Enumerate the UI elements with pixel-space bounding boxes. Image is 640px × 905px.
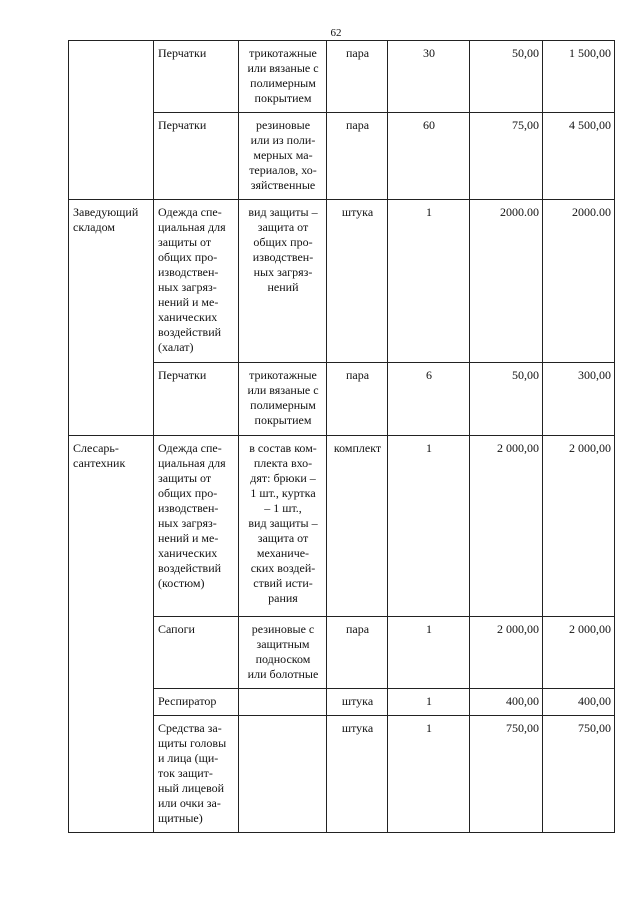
description-cell — [239, 689, 327, 716]
unit-cell: штука — [327, 200, 388, 363]
quantity-cell: 60 — [388, 113, 470, 200]
item-cell: Одежда спе- циальная для защиты от общих про- изводствен- ных загряз- нений и ме- ханических воздействий (костюм) — [154, 436, 239, 617]
unit-cell: комплект — [327, 436, 388, 617]
unit-cell: штука — [327, 689, 388, 716]
table-row — [69, 436, 615, 617]
ppe-table — [68, 40, 615, 833]
total-cell: 4 500,00 — [543, 113, 615, 200]
item-cell: Перчатки — [154, 41, 239, 113]
price-cell: 2000.00 — [470, 200, 543, 363]
description-cell: вид защиты – защита от общих про- изводствен- ных загряз- нений — [239, 200, 327, 363]
description-cell: в состав ком- плекта вхо- дят: брюки – 1 шт., куртка – 1 шт., вид защиты – защита от механиче- ских воздей- ствий исти- рания — [239, 436, 327, 617]
page-number: 62 — [330, 27, 342, 39]
unit-cell: пара — [327, 617, 388, 689]
position-cell — [69, 41, 154, 200]
position-cell: Слесарь- сантехник — [69, 436, 154, 833]
unit-cell: пара — [327, 113, 388, 200]
total-cell: 2000.00 — [543, 200, 615, 363]
quantity-cell: 6 — [388, 363, 470, 436]
table-row — [69, 200, 615, 363]
quantity-cell: 1 — [388, 716, 470, 833]
description-cell: трикотажные или вязаные с полимерным покрытием — [239, 363, 327, 436]
position-cell: Заведующий складом — [69, 200, 154, 436]
price-cell: 750,00 — [470, 716, 543, 833]
description-cell: резиновые с защитным подноском или болотные — [239, 617, 327, 689]
item-cell: Одежда спе- циальная для защиты от общих про- изводствен- ных загряз- нений и ме- ханических воздействий (халат) — [154, 200, 239, 363]
total-cell: 1 500,00 — [543, 41, 615, 113]
price-cell: 2 000,00 — [470, 617, 543, 689]
item-cell: Перчатки — [154, 363, 239, 436]
price-cell: 50,00 — [470, 41, 543, 113]
unit-cell: пара — [327, 363, 388, 436]
item-cell: Средства за- щиты головы и лица (щи- ток защит- ный лицевой или очки за- щитные) — [154, 716, 239, 833]
table-row — [69, 41, 615, 113]
item-cell: Перчатки — [154, 113, 239, 200]
total-cell: 750,00 — [543, 716, 615, 833]
price-cell: 50,00 — [470, 363, 543, 436]
quantity-cell: 1 — [388, 689, 470, 716]
description-cell — [239, 716, 327, 833]
quantity-cell: 30 — [388, 41, 470, 113]
price-cell: 2 000,00 — [470, 436, 543, 617]
total-cell: 2 000,00 — [543, 436, 615, 617]
total-cell: 300,00 — [543, 363, 615, 436]
total-cell: 2 000,00 — [543, 617, 615, 689]
unit-cell: пара — [327, 41, 388, 113]
item-cell: Сапоги — [154, 617, 239, 689]
quantity-cell: 1 — [388, 200, 470, 363]
price-cell: 75,00 — [470, 113, 543, 200]
quantity-cell: 1 — [388, 436, 470, 617]
item-cell: Респиратор — [154, 689, 239, 716]
unit-cell: штука — [327, 716, 388, 833]
total-cell: 400,00 — [543, 689, 615, 716]
description-cell: резиновые или из поли- мерных ма- териалов, хо- зяйственные — [239, 113, 327, 200]
description-cell: трикотажные или вязаные с полимерным покрытием — [239, 41, 327, 113]
quantity-cell: 1 — [388, 617, 470, 689]
price-cell: 400,00 — [470, 689, 543, 716]
